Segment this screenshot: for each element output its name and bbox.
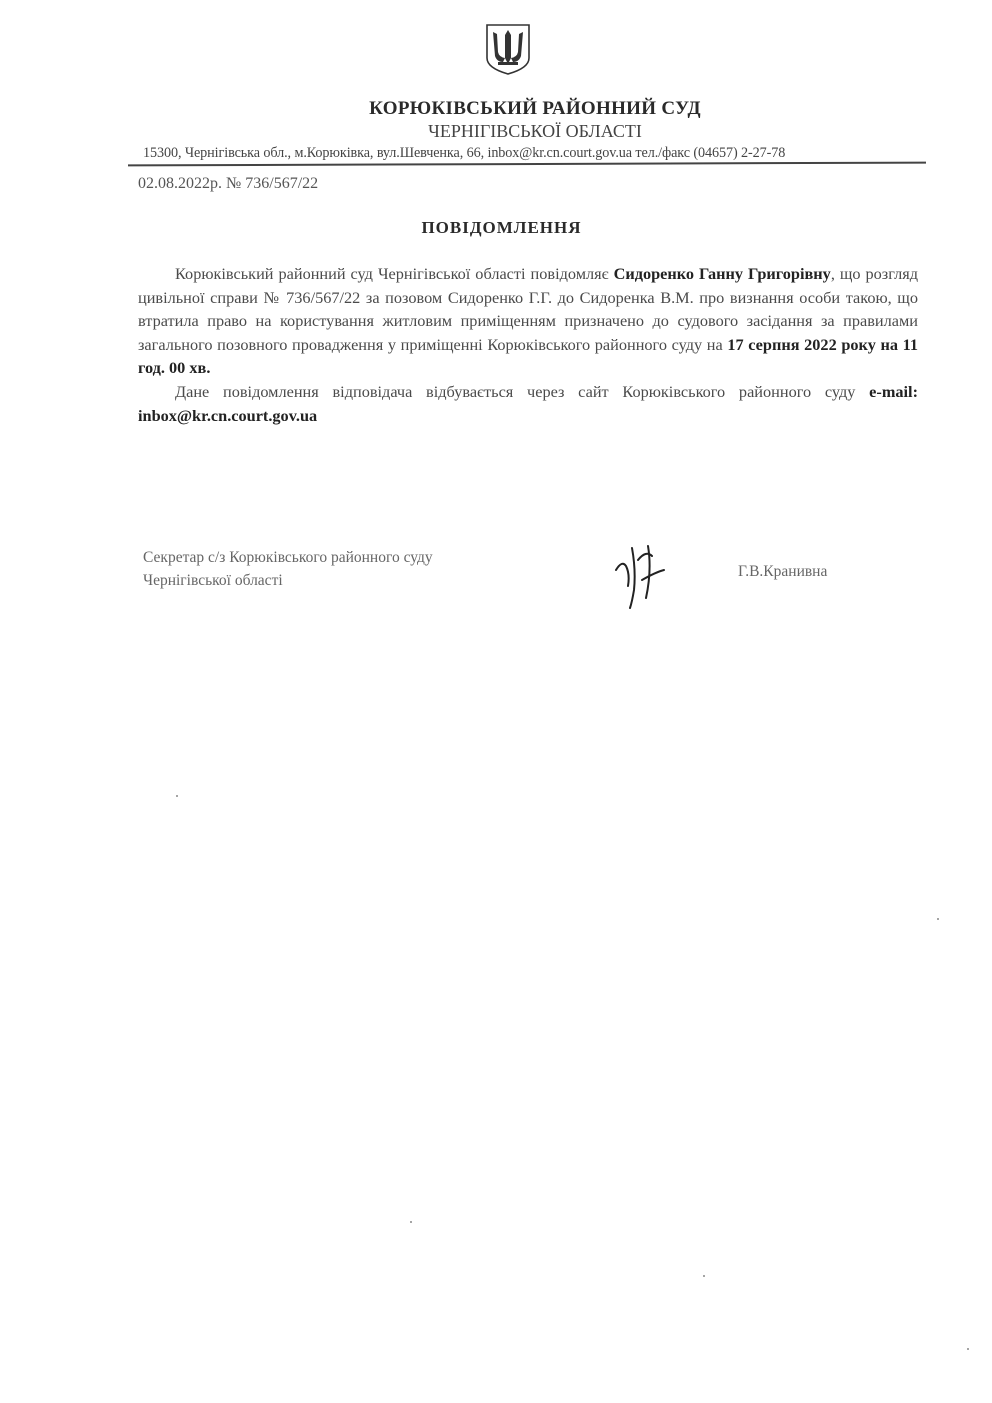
court-email: e-mail: inbox@kr.cn.court.gov.ua xyxy=(138,381,918,425)
signatory-role-line-1: Секретар с/з Корюківського районного суду xyxy=(143,549,433,566)
scan-speck xyxy=(176,795,178,797)
trident-emblem-icon xyxy=(483,22,533,76)
hearing-datetime: 17 серпня 2022 року на 11 год. 00 хв. xyxy=(138,334,918,378)
document-title: ПОВІДОМЛЕННЯ xyxy=(421,218,582,237)
court-region: ЧЕРНІГІВСЬКОЇ ОБЛАСТІ xyxy=(428,121,642,141)
p2-text: Дане повідомлення відповідача відбувається через сайт Корюківського районного суду xyxy=(175,381,870,401)
scan-speck xyxy=(703,1275,705,1277)
scan-speck xyxy=(410,1221,412,1223)
scan-speck xyxy=(967,1348,969,1350)
notice-body xyxy=(138,262,918,427)
p1-intro: Корюківський районний суд Чернігівської області повідомляє xyxy=(175,264,614,283)
addressee-name: Сидоренко Ганну Григорівну xyxy=(613,264,831,283)
scan-speck xyxy=(937,918,939,920)
header-divider xyxy=(128,162,926,167)
court-name: КОРЮКІВСЬКИЙ РАЙОННИЙ СУД xyxy=(369,98,701,119)
court-address: 15300, Чернігівська обл., м.Корюківка, вул.Шевченка, 66, inbox@kr.cn.court.gov.ua тел./факс (04657) 2-27-78 xyxy=(143,145,786,161)
signatory-name: Г.В.Кранивна xyxy=(738,563,828,580)
signatory-role-line-2: Чернігівської області xyxy=(143,572,283,589)
signatory-role xyxy=(143,546,433,592)
notice-paragraph-1 xyxy=(138,262,918,380)
handwritten-signature xyxy=(612,540,674,612)
notice-paragraph-2 xyxy=(138,380,918,427)
p1-middle: , що розгляд цивільної справи № 736/567/22 за позовом Сидоренко Г.Г. до Сидоренка В.М. про визнання особи такою, що втратила право на користування житловим приміщенням призначено до судового засідання за правилами загального позовного провадження у приміщенні Корюківського районного суду на xyxy=(138,264,918,354)
date-and-case-number: 02.08.2022р. № 736/567/22 xyxy=(138,175,319,192)
